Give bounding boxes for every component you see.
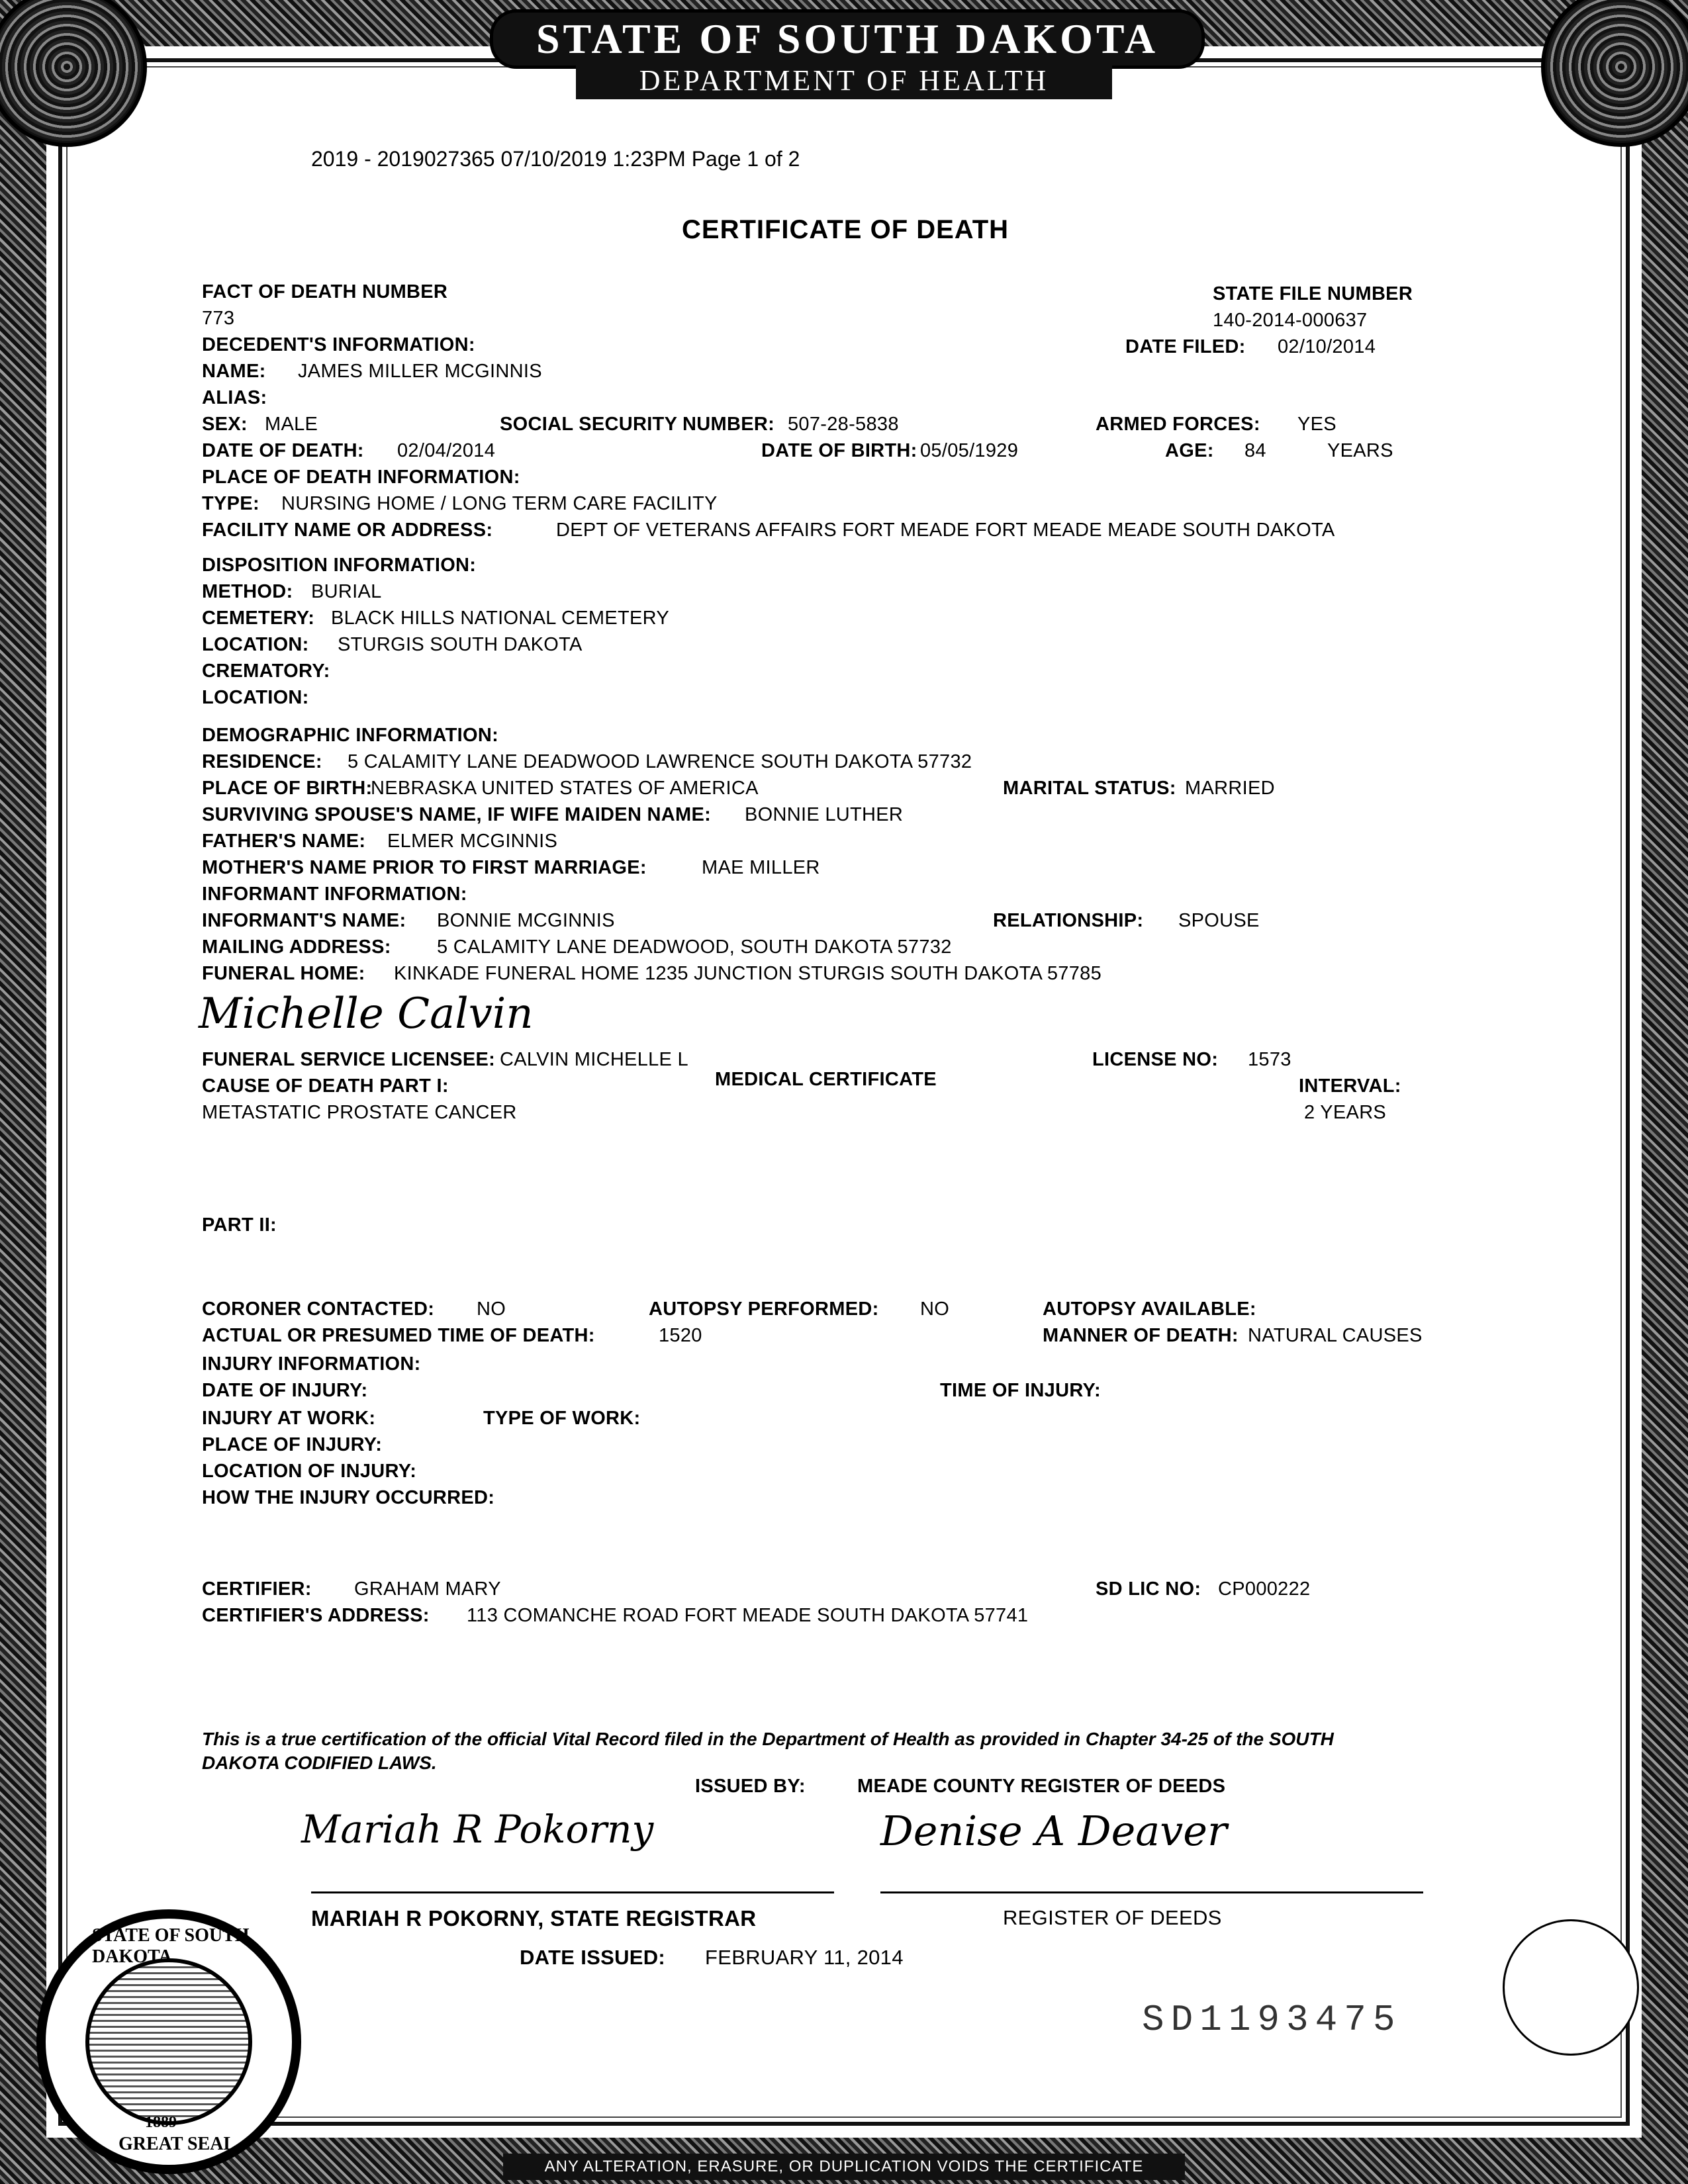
informant-section: INFORMANT INFORMATION:: [202, 884, 467, 905]
page-title: CERTIFICATE OF DEATH: [682, 215, 1009, 244]
interval-label: INTERVAL:: [1299, 1075, 1401, 1097]
license-no-value: 1573: [1248, 1049, 1291, 1070]
deeds-signature-line: [880, 1891, 1423, 1893]
state-title: STATE OF SOUTH DAKOTA: [536, 15, 1159, 62]
licensee-signature: Michelle Calvin: [199, 989, 534, 1038]
place-section: PLACE OF DEATH INFORMATION:: [202, 467, 520, 488]
alias-label: ALIAS:: [202, 387, 267, 408]
date-filed-label: DATE FILED:: [1125, 336, 1246, 357]
injury-section: INJURY INFORMATION:: [202, 1353, 421, 1375]
ssn-value: 507-28-5838: [788, 414, 899, 435]
type-value: NURSING HOME / LONG TERM CARE FACILITY: [281, 493, 718, 514]
certifier-address-value: 113 COMANCHE ROAD FORT MEADE SOUTH DAKOTA 57741: [467, 1605, 1029, 1626]
age-unit: YEARS: [1327, 440, 1393, 461]
mother-label: MOTHER'S NAME PRIOR TO FIRST MARRIAGE:: [202, 857, 647, 878]
registrar-name: MARIAH R POKORNY, STATE REGISTRAR: [311, 1906, 757, 1931]
age-value: 84: [1244, 440, 1266, 461]
facility-label: FACILITY NAME OR ADDRESS:: [202, 520, 493, 541]
mother-value: MAE MILLER: [702, 857, 820, 878]
registrar-signature: Mariah R Pokorny: [301, 1807, 654, 1852]
spouse-label: SURVIVING SPOUSE'S NAME, IF WIFE MAIDEN NAME:: [202, 804, 712, 825]
department-banner: [576, 62, 1112, 99]
father-value: ELMER MCGINNIS: [387, 831, 558, 852]
cause-label: CAUSE OF DEATH PART I:: [202, 1075, 449, 1097]
facility-value: DEPT OF VETERANS AFFAIRS FORT MEADE FORT MEADE MEADE SOUTH DAKOTA: [556, 520, 1335, 541]
department-title: DEPARTMENT OF HEALTH: [639, 64, 1049, 97]
seal-year: 1889: [145, 2114, 177, 2131]
location-value: STURGIS SOUTH DAKOTA: [338, 634, 583, 655]
crematory-label: CREMATORY:: [202, 660, 330, 682]
registrar-signature-line: [311, 1891, 834, 1893]
type-label: TYPE:: [202, 493, 259, 514]
informant-name-label: INFORMANT'S NAME:: [202, 910, 406, 931]
dob-value: 05/05/1929: [920, 440, 1019, 461]
marital-label: MARITAL STATUS:: [1003, 778, 1176, 799]
certifier-label: CERTIFIER:: [202, 1578, 312, 1600]
type-of-work-label: TYPE OF WORK:: [483, 1408, 641, 1429]
sd-lic-value: CP000222: [1218, 1578, 1311, 1600]
certifier-value: GRAHAM MARY: [354, 1578, 501, 1600]
footer-warning: ANY ALTERATION, ERASURE, OR DUPLICATION VOIDS THE CERTIFICATE: [544, 2158, 1144, 2175]
location2-label: LOCATION:: [202, 687, 309, 708]
cemetery-label: CEMETERY:: [202, 608, 315, 629]
interval-value: 2 YEARS: [1304, 1102, 1387, 1123]
dod-label: DATE OF DEATH:: [202, 440, 364, 461]
injury-date-label: DATE OF INJURY:: [202, 1380, 368, 1401]
demographic-section: DEMOGRAPHIC INFORMATION:: [202, 725, 499, 746]
method-value: BURIAL: [311, 581, 382, 602]
pob-value: NEBRASKA UNITED STATES OF AMERICA: [371, 778, 759, 799]
sd-lic-label: SD LIC NO:: [1096, 1578, 1201, 1600]
seal-center-icon: [85, 1958, 252, 2125]
name-value: JAMES MILLER MCGINNIS: [298, 361, 542, 382]
funeral-home-label: FUNERAL HOME:: [202, 963, 365, 984]
manner-value: NATURAL CAUSES: [1248, 1325, 1423, 1346]
deeds-title: REGISTER OF DEEDS: [1003, 1906, 1222, 1929]
seal-bottom-text: GREAT SEAL: [118, 2134, 236, 2154]
autopsy-available-label: AUTOPSY AVAILABLE:: [1043, 1298, 1256, 1320]
licensee-value: CALVIN MICHELLE L: [500, 1049, 688, 1070]
mailing-label: MAILING ADDRESS:: [202, 936, 391, 958]
date-filed-value: 02/10/2014: [1278, 336, 1376, 357]
father-label: FATHER'S NAME:: [202, 831, 366, 852]
fact-value: 773: [202, 308, 235, 329]
license-no-label: LICENSE NO:: [1092, 1049, 1219, 1070]
state-file-value: 140-2014-000637: [1213, 310, 1368, 331]
state-seal: [36, 1909, 301, 2174]
disposition-section: DISPOSITION INFORMATION:: [202, 555, 477, 576]
relationship-value: SPOUSE: [1178, 910, 1260, 931]
fact-label: FACT OF DEATH NUMBER: [202, 281, 448, 302]
seal-top-text: STATE OF SOUTH DAKOTA: [92, 1925, 250, 1967]
funeral-home-value: KINKADE FUNERAL HOME 1235 JUNCTION STURGIS SOUTH DAKOTA 57785: [394, 963, 1102, 984]
autopsy-value: NO: [920, 1298, 950, 1320]
dob-label: DATE OF BIRTH:: [761, 440, 917, 461]
date-issued-value: FEBRUARY 11, 2014: [705, 1946, 904, 1969]
name-label: NAME:: [202, 361, 266, 382]
coroner-label: CORONER CONTACTED:: [202, 1298, 435, 1320]
coroner-value: NO: [477, 1298, 506, 1320]
residence-value: 5 CALAMITY LANE DEADWOOD LAWRENCE SOUTH DAKOTA 57732: [348, 751, 972, 772]
ssn-label: SOCIAL SECURITY NUMBER:: [500, 414, 775, 435]
location-label: LOCATION:: [202, 634, 309, 655]
pob-label: PLACE OF BIRTH:: [202, 778, 373, 799]
decedent-section: DECEDENT'S INFORMATION:: [202, 334, 475, 355]
cemetery-value: BLACK HILLS NATIONAL CEMETERY: [331, 608, 669, 629]
pheasant-emblem-icon: [1503, 1919, 1639, 2056]
place-of-injury-label: PLACE OF INJURY:: [202, 1434, 383, 1455]
manner-label: MANNER OF DEATH:: [1043, 1325, 1239, 1346]
date-issued-label: DATE ISSUED:: [520, 1946, 666, 1969]
autopsy-label: AUTOPSY PERFORMED:: [649, 1298, 879, 1320]
location-of-injury-label: LOCATION OF INJURY:: [202, 1461, 417, 1482]
dod-value: 02/04/2014: [397, 440, 496, 461]
licensee-label: FUNERAL SERVICE LICENSEE:: [202, 1049, 496, 1070]
armed-forces-value: YES: [1297, 414, 1336, 435]
how-injury-label: HOW THE INJURY OCCURRED:: [202, 1487, 495, 1508]
time-of-death-label: ACTUAL OR PRESUMED TIME OF DEATH:: [202, 1325, 595, 1346]
mailing-value: 5 CALAMITY LANE DEADWOOD, SOUTH DAKOTA 57732: [437, 936, 952, 958]
certification-note: This is a true certification of the official Vital Record filed in the Department of Health as provided in Chapter 34-25 of the SOUTH DAKOTA CODIFIED LAWS.: [202, 1729, 1334, 1773]
sex-value: MALE: [265, 414, 318, 435]
armed-forces-label: ARMED FORCES:: [1096, 414, 1260, 435]
cause-value: METASTATIC PROSTATE CANCER: [202, 1102, 517, 1123]
issued-by-label: ISSUED BY:: [695, 1776, 806, 1797]
injury-time-label: TIME OF INJURY:: [940, 1380, 1101, 1401]
sex-label: SEX:: [202, 414, 248, 435]
injury-work-label: INJURY AT WORK:: [202, 1408, 376, 1429]
certifier-address-label: CERTIFIER'S ADDRESS:: [202, 1605, 430, 1626]
time-of-death-value: 1520: [659, 1325, 702, 1346]
relationship-label: RELATIONSHIP:: [993, 910, 1144, 931]
state-banner: [490, 9, 1205, 69]
marital-value: MARRIED: [1185, 778, 1275, 799]
spouse-value: BONNIE LUTHER: [745, 804, 904, 825]
state-file-label: STATE FILE NUMBER: [1213, 283, 1413, 304]
residence-label: RESIDENCE:: [202, 751, 322, 772]
informant-name-value: BONNIE MCGINNIS: [437, 910, 615, 931]
issued-by-value: MEADE COUNTY REGISTER OF DEEDS: [857, 1776, 1226, 1797]
footer-band: [503, 2154, 1185, 2180]
age-label: AGE:: [1165, 440, 1214, 461]
serial-number: SD1193475: [1142, 1999, 1402, 2041]
part2-label: PART II:: [202, 1214, 277, 1236]
deeds-signature: Denise A Deaver: [880, 1807, 1227, 1855]
method-label: METHOD:: [202, 581, 293, 602]
print-info: 2019 - 2019027365 07/10/2019 1:23PM Page 1 of 2: [311, 147, 800, 171]
medical-section: MEDICAL CERTIFICATE: [715, 1069, 937, 1090]
